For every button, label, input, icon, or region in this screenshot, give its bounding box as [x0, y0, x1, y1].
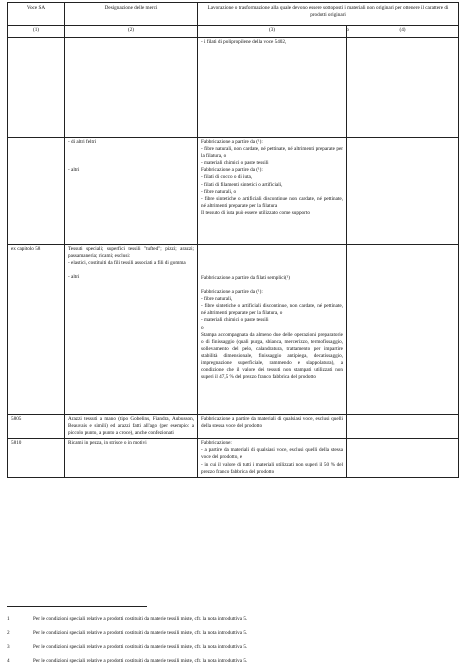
line: - altri	[68, 274, 80, 281]
table-row	[8, 415, 459, 439]
table-row	[8, 138, 459, 245]
line: - materiali chimici o paste tessili	[201, 317, 269, 324]
header-description: Designazione delle merci	[65, 3, 198, 26]
cell-hs-code: 5810	[8, 439, 65, 477]
col-number-4: (4)	[347, 26, 459, 38]
footnote-text: Per le condizioni speciali relative a prodotti costituiti da materie tessili miste, cfr. la nota introduttiva 5.	[33, 658, 248, 664]
cell-processing	[198, 245, 347, 415]
cell-empty	[347, 38, 459, 138]
rules-of-origin-table	[7, 2, 459, 478]
cell-empty	[347, 439, 459, 477]
footnote-text: Per le condizioni speciali relative a prodotti costituiti da materie tessili miste, cfr. la nota introduttiva 5.	[33, 616, 248, 622]
cell-hs-code: ex capitolo 58	[8, 245, 65, 415]
cell-processing	[198, 439, 347, 477]
footnote-separator	[7, 606, 147, 607]
line: - i filati di polipropilene della voce 5402,	[201, 39, 287, 45]
line: - in cui il valore di tutti i materiali utilizzati non superi il 50 % del prezzo franco fabbrica del prodotto	[201, 461, 343, 475]
line: - di altri feltri	[68, 139, 97, 145]
col-number-3-label: (3)	[268, 27, 276, 33]
table-row	[8, 439, 459, 477]
cell-empty	[347, 245, 459, 415]
footnote-number: 3	[7, 644, 10, 650]
line: Fabbricazione a partire da filati semplici(¹)	[201, 275, 290, 281]
header-working-processing: Lavorazione o trasformazione alla quale devono essere sottoposti i materiali non originari per ottenere il carattere di prodotti originari	[198, 3, 459, 26]
header-hs-heading: Voce SA	[8, 3, 65, 26]
cell-processing	[198, 138, 347, 245]
footnote	[7, 616, 247, 623]
footnote-number: 1	[7, 616, 10, 622]
line: - fibre sintetiche o artificiali discontinue, non cardate, né pettinate, né altrimenti preparate per la filatura, o	[201, 303, 343, 317]
cell-description	[65, 245, 198, 415]
line: - altri	[68, 167, 80, 174]
cell-empty	[347, 415, 459, 439]
table-number-row	[8, 26, 459, 38]
line: Tessuti speciali; superfici tessili "tufted"; pizzi; arazzi; passamaneria; ricami; esclusi:	[68, 246, 194, 260]
col-number-2: (2)	[65, 26, 198, 38]
cell-empty	[8, 38, 65, 138]
cell-empty	[65, 38, 198, 138]
line: - fibre sintetiche o artificiali discontinue non cardate, né pettinate, né altrimenti preparate per la filatura	[201, 195, 343, 209]
footnote	[7, 644, 247, 651]
line: Stampa accompagnata da almeno due delle operazioni preparatorie o di finissaggio (quali purga, sbianca, mercerizzo, termofissaggio, sollevamento del pelo, calandratura, trattamento per impartire stabilità dimensionale, finissaggio antipiega, decatissaggio, impregnazione superficiale, rammendo e slappolatura), a condizione che il valore dei tessuti non stampati utilizzati non superi il 47,5 % del prezzo franco fabbrica del prodotto	[201, 331, 343, 381]
line: Il tessuto di iuta può essere utilizzato come supporto	[201, 209, 310, 216]
cell-empty	[347, 138, 459, 245]
line: Fabbricazione a partire da (¹):	[201, 139, 263, 145]
cell-hs-code: 5805	[8, 415, 65, 439]
line: Fabbricazione a partire da (¹):	[201, 167, 263, 174]
cell-description	[65, 138, 198, 245]
footnote-text: Per le condizioni speciali relative a prodotti costituiti da materie tessili miste, cfr. la nota introduttiva 5.	[33, 630, 248, 636]
line: - elastici, costituiti da fili tessili associati a fili di gomma	[68, 260, 186, 267]
table-row	[8, 245, 459, 415]
or-label: o	[346, 27, 349, 33]
line: - fibre naturali, o	[201, 188, 237, 195]
line: - fibre naturali, non cardate, né pettinate, né altrimenti preparate per la filatura, o	[201, 146, 343, 160]
cell-description: Arazzi tessuti a mano (tipo Gobelins, Fiandra, Aubusson, Beauvais e simili) ed arazzi fatti all'ago (per esempio: a piccolo punto, a punto a croce), anche confezionati	[65, 415, 198, 439]
cell-processing: Fabbricazione a partire da materiali di qualsiasi voce, esclusi quelli della stessa voce del prodotto	[198, 415, 347, 439]
footnote	[7, 630, 247, 637]
line: - filati di cocco o di iuta,	[201, 174, 253, 181]
cell-description: Ricami in pezza, in strisce o in motivi	[65, 439, 198, 477]
cell-empty	[8, 138, 65, 245]
col-number-1: (1)	[8, 26, 65, 38]
footnote-number: 4	[7, 658, 10, 664]
footnote-number: 2	[7, 630, 10, 636]
line: o	[201, 324, 204, 331]
col-number-3	[198, 26, 347, 38]
cell-processing	[198, 38, 347, 138]
line: - materiali chimici o paste tessili	[201, 160, 269, 167]
footnote-text: Per le condizioni speciali relative a prodotti costituiti da materie tessili miste, cfr. la nota introduttiva 5.	[33, 644, 248, 650]
line: - a partire da materiali di qualsiasi voce, esclusi quelli della stessa voce del prodotto, e	[201, 447, 343, 461]
table-header-row	[8, 3, 459, 26]
line: - filati di filamenti sintetici o artificiali,	[201, 181, 283, 188]
line: Fabbricazione a partire da (¹):	[201, 289, 263, 296]
table-row	[8, 38, 459, 138]
line: Fabbricazione:	[201, 440, 232, 447]
line: - fibre naturali,	[201, 296, 233, 303]
footnote	[7, 658, 247, 665]
